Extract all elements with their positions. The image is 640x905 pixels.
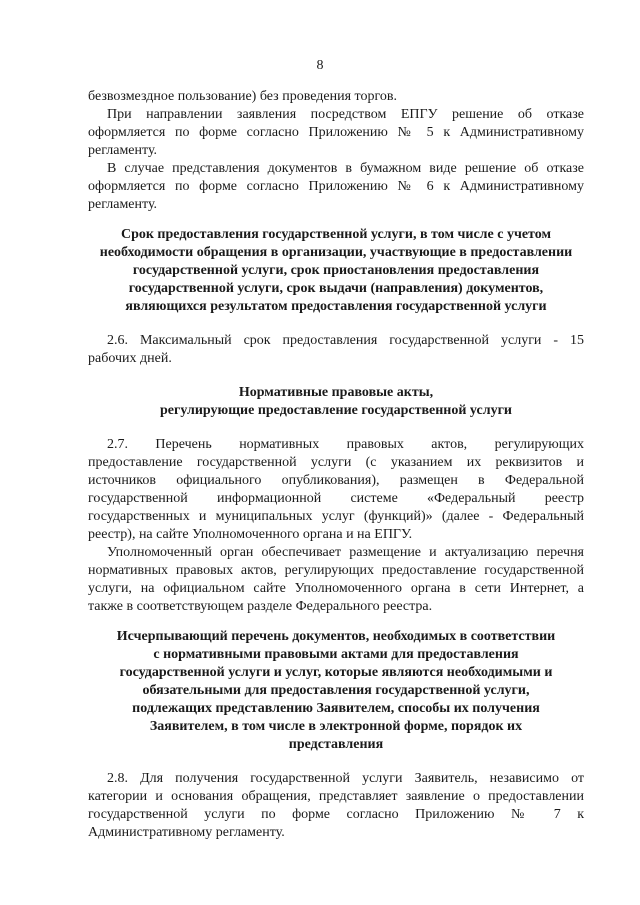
paragraph-line: нормативных правовых актов, регулирующих предоставление государственной <box>88 563 584 578</box>
section-heading-line: регулирующие предоставление государственной услуги <box>160 403 512 418</box>
paragraph-line: 2.8. Для получения государственной услуги Заявитель, независимо от <box>107 771 584 786</box>
paragraph-line: категории и основания обращения, представляет заявление о предоставлении <box>88 789 584 804</box>
paragraph-line: оформляется по форме согласно Приложению № 6 к Административному <box>88 179 584 194</box>
paragraph-line: государственных и муниципальных услуг (функций)» (далее - Федеральный <box>88 509 584 524</box>
section-heading-line: обязательными для предоставления государственной услуги, <box>142 683 530 698</box>
section-heading-line: Нормативные правовые акты, <box>238 385 434 400</box>
paragraph-line: рабочих дней. <box>88 351 172 366</box>
section-heading-line: государственной услуги, срок выдачи (направления) документов, <box>128 281 544 296</box>
paragraph-line: Административному регламенту. <box>88 825 285 840</box>
paragraph-line: регламенту. <box>88 143 158 158</box>
paragraph-line: государственной услуги по форме согласно Приложению № 7 к <box>88 807 584 822</box>
paragraph-line: услуги, на официальном сайте Уполномоченного органа в сети Интернет, а <box>88 581 584 596</box>
paragraph-line: регламенту. <box>88 197 158 212</box>
paragraph-line: В случае представления документов в бумажном виде решение об отказе <box>107 161 584 176</box>
section-heading-line: Срок предоставления государственной услуги, в том числе с учетом <box>120 227 552 242</box>
paragraph-line: оформляется по форме согласно Приложению № 5 к Административному <box>88 125 584 140</box>
paragraph-line: реестр), на сайте Уполномоченного органа и на ЕПГУ. <box>88 527 413 542</box>
section-heading-line: государственной услуги и услуг, которые являются необходимыми и <box>119 665 553 680</box>
section-heading-line: с нормативными правовыми актами для предоставления <box>153 647 519 662</box>
paragraph-line: источников официального опубликования), размещен в Федеральной <box>88 473 584 488</box>
section-heading-line: подлежащих представлению Заявителем, способы их получения <box>132 701 540 716</box>
section-heading-line: необходимости обращения в организации, участвующие в предоставлении <box>99 245 573 260</box>
paragraph-line: безвозмездное пользование) без проведения торгов. <box>88 89 397 104</box>
section-heading-line: Заявителем, в том числе в электронной форме, порядок их <box>149 719 523 734</box>
paragraph-line: При направлении заявления посредством ЕПГУ решение об отказе <box>107 107 584 122</box>
paragraph-line: 2.7. Перечень нормативных правовых актов, регулирующих <box>107 437 584 452</box>
section-heading-line: Исчерпывающий перечень документов, необходимых в соответствии <box>116 629 556 644</box>
paragraph-line: предоставление государственной услуги (с указанием их реквизитов и <box>88 455 584 470</box>
paragraph-line: Уполномоченный орган обеспечивает размещение и актуализацию перечня <box>107 545 584 560</box>
paragraph-line: также в соответствующем разделе Федерального реестра. <box>88 599 433 614</box>
section-heading-line: представления <box>288 737 384 752</box>
paragraph-line: государственной информационной системе «Федеральный реестр <box>88 491 584 506</box>
paragraph-line: 2.6. Максимальный срок предоставления государственной услуги - 15 <box>107 333 584 348</box>
section-heading-line: государственной услуги, срок приостановления предоставления <box>132 263 540 278</box>
section-heading-line: являющихся результатом предоставления государственной услуги <box>125 299 547 314</box>
page-number: 8 <box>316 58 324 73</box>
